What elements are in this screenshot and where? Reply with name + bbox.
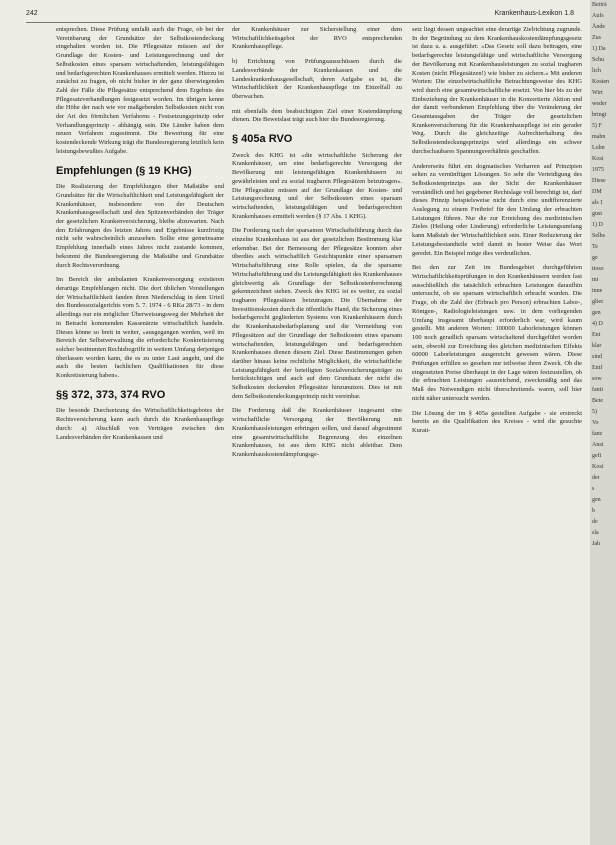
paragraph: mit ebenfalls dem beabsichtigten Ziel einer Kostendämpfung dienen. Die Beweislast trägt auch hier die Bundesregierung.: [232, 107, 402, 124]
text-column-3: [412, 26, 582, 442]
edge-text-fragment: 5) F: [592, 123, 602, 129]
edge-text-fragment: Ent: [592, 332, 601, 338]
edge-text-fragment: fanti: [592, 387, 603, 393]
paragraph: Die besonde Durchsetzung des Wirtschaftlichkeitsgebotes der Rechtsversicherung kann auch durch die Krankenhauspflege durch: a) Abschluß von Verträgen zwischen den Landesverbänden der Krankenkassen und: [56, 407, 224, 441]
paragraph: Bei den zur Zeit im Bundesgebiet durchgeführten Wirtschaftlichkeitsprüfungen in den Krankenhäusern werden fast ausschließlich die tatsächlich erbrachten Leistungen daraufhin untersucht, ob sie sparsam wirtschaftlich erbracht wurden. Die Frage, ob die Zahl der (Erbrach pro Person) erbrachten Labor-, Röntgen-, Radiologieleistungen usw. in dem vorliegenden Umfang insgesamt überhaupt erforderlich war, wird kaum gestellt. Mit anderen Worten: 100000 Laborleistungen können 100 noch geradlich sparsam wirtschaftend durchgeführt worden sein, obwohl zur Erreichung des gleichen medizinischen Effekts 60000 Laborleistungen ausgereicht gewesen wären. Diese Prüfungen erfüllen so gesehen nur teilweise ihren Zweck. Ob die eingesetzten Preise überhaupt in der Lage wären festzustellen, ob die erbrachten Leistungen »ausreichend, zweckmäßig und das Maß des Notwendigen nicht überschreitend« waren, soll hier nicht näher untersucht werden.: [412, 264, 582, 402]
edge-text-fragment: Anst: [592, 442, 604, 448]
edge-text-fragment: Bete: [592, 398, 603, 404]
edge-text-fragment: ge: [592, 255, 598, 261]
edge-text-fragment: Zus: [592, 35, 601, 41]
edge-text-fragment: Kosten: [592, 79, 609, 85]
edge-text-fragment: Entf: [592, 365, 603, 371]
edge-text-fragment: b: [592, 508, 595, 514]
edge-text-fragment: gefi: [592, 453, 602, 459]
edge-text-fragment: 1) Da: [592, 46, 606, 52]
edge-text-fragment: de: [592, 519, 598, 525]
edge-text-fragment: gliec: [592, 299, 604, 305]
paragraph: Die Forderung nach der sparsamen Wirtschaftsführung durch das einzelne Krankenhaus ist aus der gesetzlichen Bestimmung klar erkennbar. Bei der Bemessung der Pflegesätze konnten aber überdies auch wirtschaftlich Gesichtspunkte einer sparsamen Wirtschaftsführung eine Rolle spielen, da die sparsame Wirtschaftsführung und die Leistungsfähigkeit des Krankenhauses gleichwertig als Grundlage der Selbstkostenberechnung gekennzeichnet stehen. Zweck des KHG ist es weiter, zu sozial tragbaren Pflegesätzen beizutragen. Die Übernahme der Investitionskosten durch die öffentliche Hand, die Sicherung eines bedarfsgerecht gegliederten Systems von Krankenhäusern durch die Krankenhausbedarfsplanung und die Vermeidung von Pflegesätzen auf der Grundlage der Selbstkosten eines sparsam wirtschaftenden, leistungsfähigen und bedarfsgerechten Krankenhauses dienen diesem Ziel. Diese Bestimmungen geben darüber hinaus keine rechtliche Möglichkeit, die wirtschaftliche Leistungsfähigkeit der beteiligten Sozialversicherungsträger zu berücksichtigen und auch auf dem Grundsatz der nicht die Selbstkosten deckenden Pflegesätze hinzunutzen. Dies ist mit dem Selbstkostendeckungsprinzip nicht vereinbar.: [232, 227, 402, 400]
paragraph: Die Lösung der im § 405a gestellten Aufgabe - sie erstreckt bereits an die Qualifikation des Kreises - wird die gesuchte Kurati-: [412, 409, 582, 434]
edge-text-fragment: Vo: [592, 420, 599, 426]
running-title: Krankenhaus-Lexikon 1.8: [494, 10, 574, 17]
edge-text-fragment: gust: [592, 211, 603, 217]
edge-text-fragment: 4) D: [592, 321, 603, 327]
paragraph: Die Realisierung der Empfehlungen über Maßstäbe und Grundsätze für die Wirtschaftlichkeit und Leistungsfähigkeit der Krankenhäuser, insbesondere von der Deutschen Krankenhausgesellschaft und den Spitzenverbänden der Träger der gesetzlichen Krankenversicherung, bleibe abzuwarten. Nach den Erfahrungen des letzten Jahres und Ergebnisse kurzfristig nicht sehr wahrscheinlich anzusehen. Sollte eine gemeinsame Empfehlung innerhalb eines Jahres nicht zustande kommen, bekommt die Bundesregierung die Maßstäbe und Grundsätze durch Rechtsverordnung.: [56, 183, 224, 269]
edge-text-fragment: sind: [592, 354, 603, 360]
edge-text-fragment: Te: [592, 244, 598, 250]
text-column-2: [232, 26, 402, 466]
paragraph: Im Bereich der ambulanten Krankenversorgung existieren derartige Empfehlungen nicht. Die dort üblichen Vorstellungen der Wirtschaftlichkeit fanden ihren Niederschlag in dem Urteil des Bundessozialgerichts vom 5. 7. 1974 - 6 RKa 28/73 - in dem allerdings nur ein möglicher Überweisungsweg der Mehrheit der in Betracht kommenden Kassenärzte wirtschaftlich handeln. Dieses könne so breit in weiter, »ausgegangen werden, weil im Bereich der Selbstverwaltung die erforderliche Konkretisierung solcher bestimmten Rechtsbegriffe in weitem Umfang derjenigen überlassen worden kann, die es zu unter Laut angeht, und die auch die besten fachlichen Qualifikationen für diese Konkretisierung haben«.: [56, 276, 224, 380]
paragraph: setz liegt dessen ungeachtet eine derartige Zielrichtung zugrunde. In der Begründung zu dem Krankenhauskostendämpfungsgesetz ist dazu u. a. ausgeführt: »Das Gesetz soll dazu beitragen, eine bedarfsgerechte leistungsfähige und wirtschaftliche Versorgung der Bevölkerung mit Krankenhausleistungen zu sozial tragbaren Kosten (nicht Pflegesätzen!) wie bisher zu sichern.« Mit anderen Worten: Die einzelwirtschaftliche Betrachtungsweise des KHG wird durch eine gesamtwirtschaftliche ersetzt. Von hier bis zu der Einbeziehung der Krankenhäuser in die Konzertierte Aktion und der damit verbundenen Empfehlung über die Veränderung der Gesamtausgaben der Träger der gesetzlichen Krankenversicherung für die Krankenhauspflege ist ein gerader Weg. Durch die gleichzeitige Aufrechterhaltung des Selbstkostendeckungsprinzips wird allerdings ein schwer durchschaubares Spannungsverhältnis geschaffen.: [412, 26, 582, 155]
edge-text-fragment: tioso: [592, 266, 604, 272]
edge-text-fragment: Kost: [592, 156, 604, 162]
paragraph: Die Forderung daß die Krankenhäuser insgesamt eine wirtschaftliche Versorgung der Bevölkerung mit Krankenhausleistungen erbringen sollen, und darauf abgestimmt eine gesamtwirtschaftliche Begrenzung des einzelnen Krankenhauses, ist aus dem KHG nicht ableitbar. Dem Krankenhauskostendämpfungsge-: [232, 407, 402, 458]
edge-text-fragment: s: [592, 486, 595, 492]
edge-text-fragment: Schu: [592, 57, 604, 63]
edge-text-fragment: bringt: [592, 112, 607, 118]
edge-text-fragment: Lohn: [592, 145, 605, 151]
paragraph: b) Errichtung von Prüfungsausschüssen durch die Landesverbände der Krankenkassen und die Landeskrankenhausgesellschaft, deren Aufgabe es ist, die Wirtschaftlichkeit der Krankenhauspflege im Einzelfall zu überwachen.: [232, 58, 402, 100]
edge-text-fragment: Diese: [592, 178, 606, 184]
edge-text-fragment: 1) D: [592, 222, 603, 228]
edge-text-fragment: lich: [592, 68, 601, 74]
edge-text-fragment: Selbs: [592, 233, 606, 239]
edge-text-fragment: der: [592, 475, 600, 481]
page-number: 242: [26, 10, 38, 17]
edge-text-fragment: klar: [592, 343, 602, 349]
page-header: [26, 10, 574, 22]
edge-text-fragment: als 1: [592, 200, 604, 206]
edge-text-fragment: weder: [592, 101, 607, 107]
section-heading: Empfehlungen (§ 19 KHG): [56, 164, 192, 177]
edge-text-fragment: DM: [592, 189, 602, 195]
section-heading: § 405a RVO: [232, 133, 293, 146]
edge-text-fragment: 5): [592, 409, 597, 415]
edge-text-fragment: 1975: [592, 167, 604, 173]
paragraph: Zweck des KHG ist »die wirtschaftliche Sicherung der Krankenhäuser, um eine bedarfsgerechte Versorgung der Bevölkerung mit leistungsfähigen Krankenhäusern zu gewährleisten und zu sozial tragbaren Pflegesätzen beizutragen«. Die Pflegesätze müssen auf der Grundlage der Kosten- und Leistungsrechnung und der Selbstkosten eines sparsam wirtschaftenden, leistungsfähigen und bedarfsgerechten Krankenhauses ermittelt werden (§ 17 Abs. 1 KHG).: [232, 151, 402, 220]
edge-text-fragment: fanz: [592, 431, 603, 437]
text-column-1: [56, 26, 224, 448]
paragraph: der Krankenhäuser zur Sicherstellung einer dem Wirtschaftlichkeitsgebot der RVO entsprechenden Krankenhauspflege.: [232, 26, 402, 51]
paragraph: Andererseits führt ein dogmatisches Verharren auf Prinzipien selten zu vernünftigen Lösungen. So sehr die Verteidigung des Selbstkostenprinzips aus der Sicht der Krankenhäuser verständlich und bei gegebener Rechtslage voll berechtigt ist, darf dieses Prinzip beispielsweise nicht durch eine undifferenzierte Auslegung zu einem Freibrief für den Umfang der erbrachten Leistungen führen. Nur die zur Erreichung des medizinischen Zieles (Heilung oder Linderung) erforderliche Leistungsumfang kann Maßstab der Wirtschaftlichkeit sein. Einer Reduzierung der Leistungsbestandteile wird damit in bester Weise das Wort geredet. Ein Beispiel möge dies verdeutlichen.: [412, 162, 582, 257]
edge-text-fragment: Wirt: [592, 90, 603, 96]
header-rule: [26, 22, 580, 23]
edge-text-fragment: mahn: [592, 134, 606, 140]
edge-text-fragment: sla: [592, 530, 599, 536]
edge-text-fragment: Aufs: [592, 13, 604, 19]
section-heading: §§ 372, 373, 374 RVO: [56, 388, 166, 401]
edge-text-fragment: gen: [592, 497, 601, 503]
edge-text-fragment: sow: [592, 376, 602, 382]
edge-text-fragment: inne: [592, 288, 603, 294]
edge-text-fragment: Kost: [592, 464, 604, 470]
paragraph: entsprechen. Diese Prüfung umfaßt auch die Frage, ob bei der Vereinbarung der Grundsätze der Selbstkostendeckung eingehalten worden ist. Die Pflegesätze müssen auf der Grundlage der Kosten- und Leistungsrechnung und der Selbstkosten eines sparsam wirtschaftenden, leistungsfähigen und bedarfsgerechten Krankenhauses ermittelt werden. Hierzu ist zunächst zu fragen, ob nicht bisher in der ganz überwiegenden Zahl der Fälle die Pflegesätze entsprechend dem Ergebnis des Pflegesatzverhandlungen festgesetzt worden. Im übrigen kenne die Höhe der nach wie vor maßgebenden Selbstkosten nicht von der Art des förmlichen Verfahrens - Festsetzungsprinzip oder Verhandlungsprinzip - abhängig sein. Die Länder haben dem neuen Verfahren zugestimmt. Die Bewertung für eine kostendeckende Wirkung trägt die Bundesregierung letztlich kein leistungsbewußtes Aufgabe.: [56, 26, 224, 155]
adjacent-page-edge: [590, 0, 616, 845]
edge-text-fragment: Beiträ: [592, 2, 607, 8]
edge-text-fragment: gen: [592, 310, 601, 316]
edge-text-fragment: Jah: [592, 541, 600, 547]
edge-text-fragment: mi: [592, 277, 599, 283]
edge-text-fragment: Ände: [592, 24, 605, 30]
